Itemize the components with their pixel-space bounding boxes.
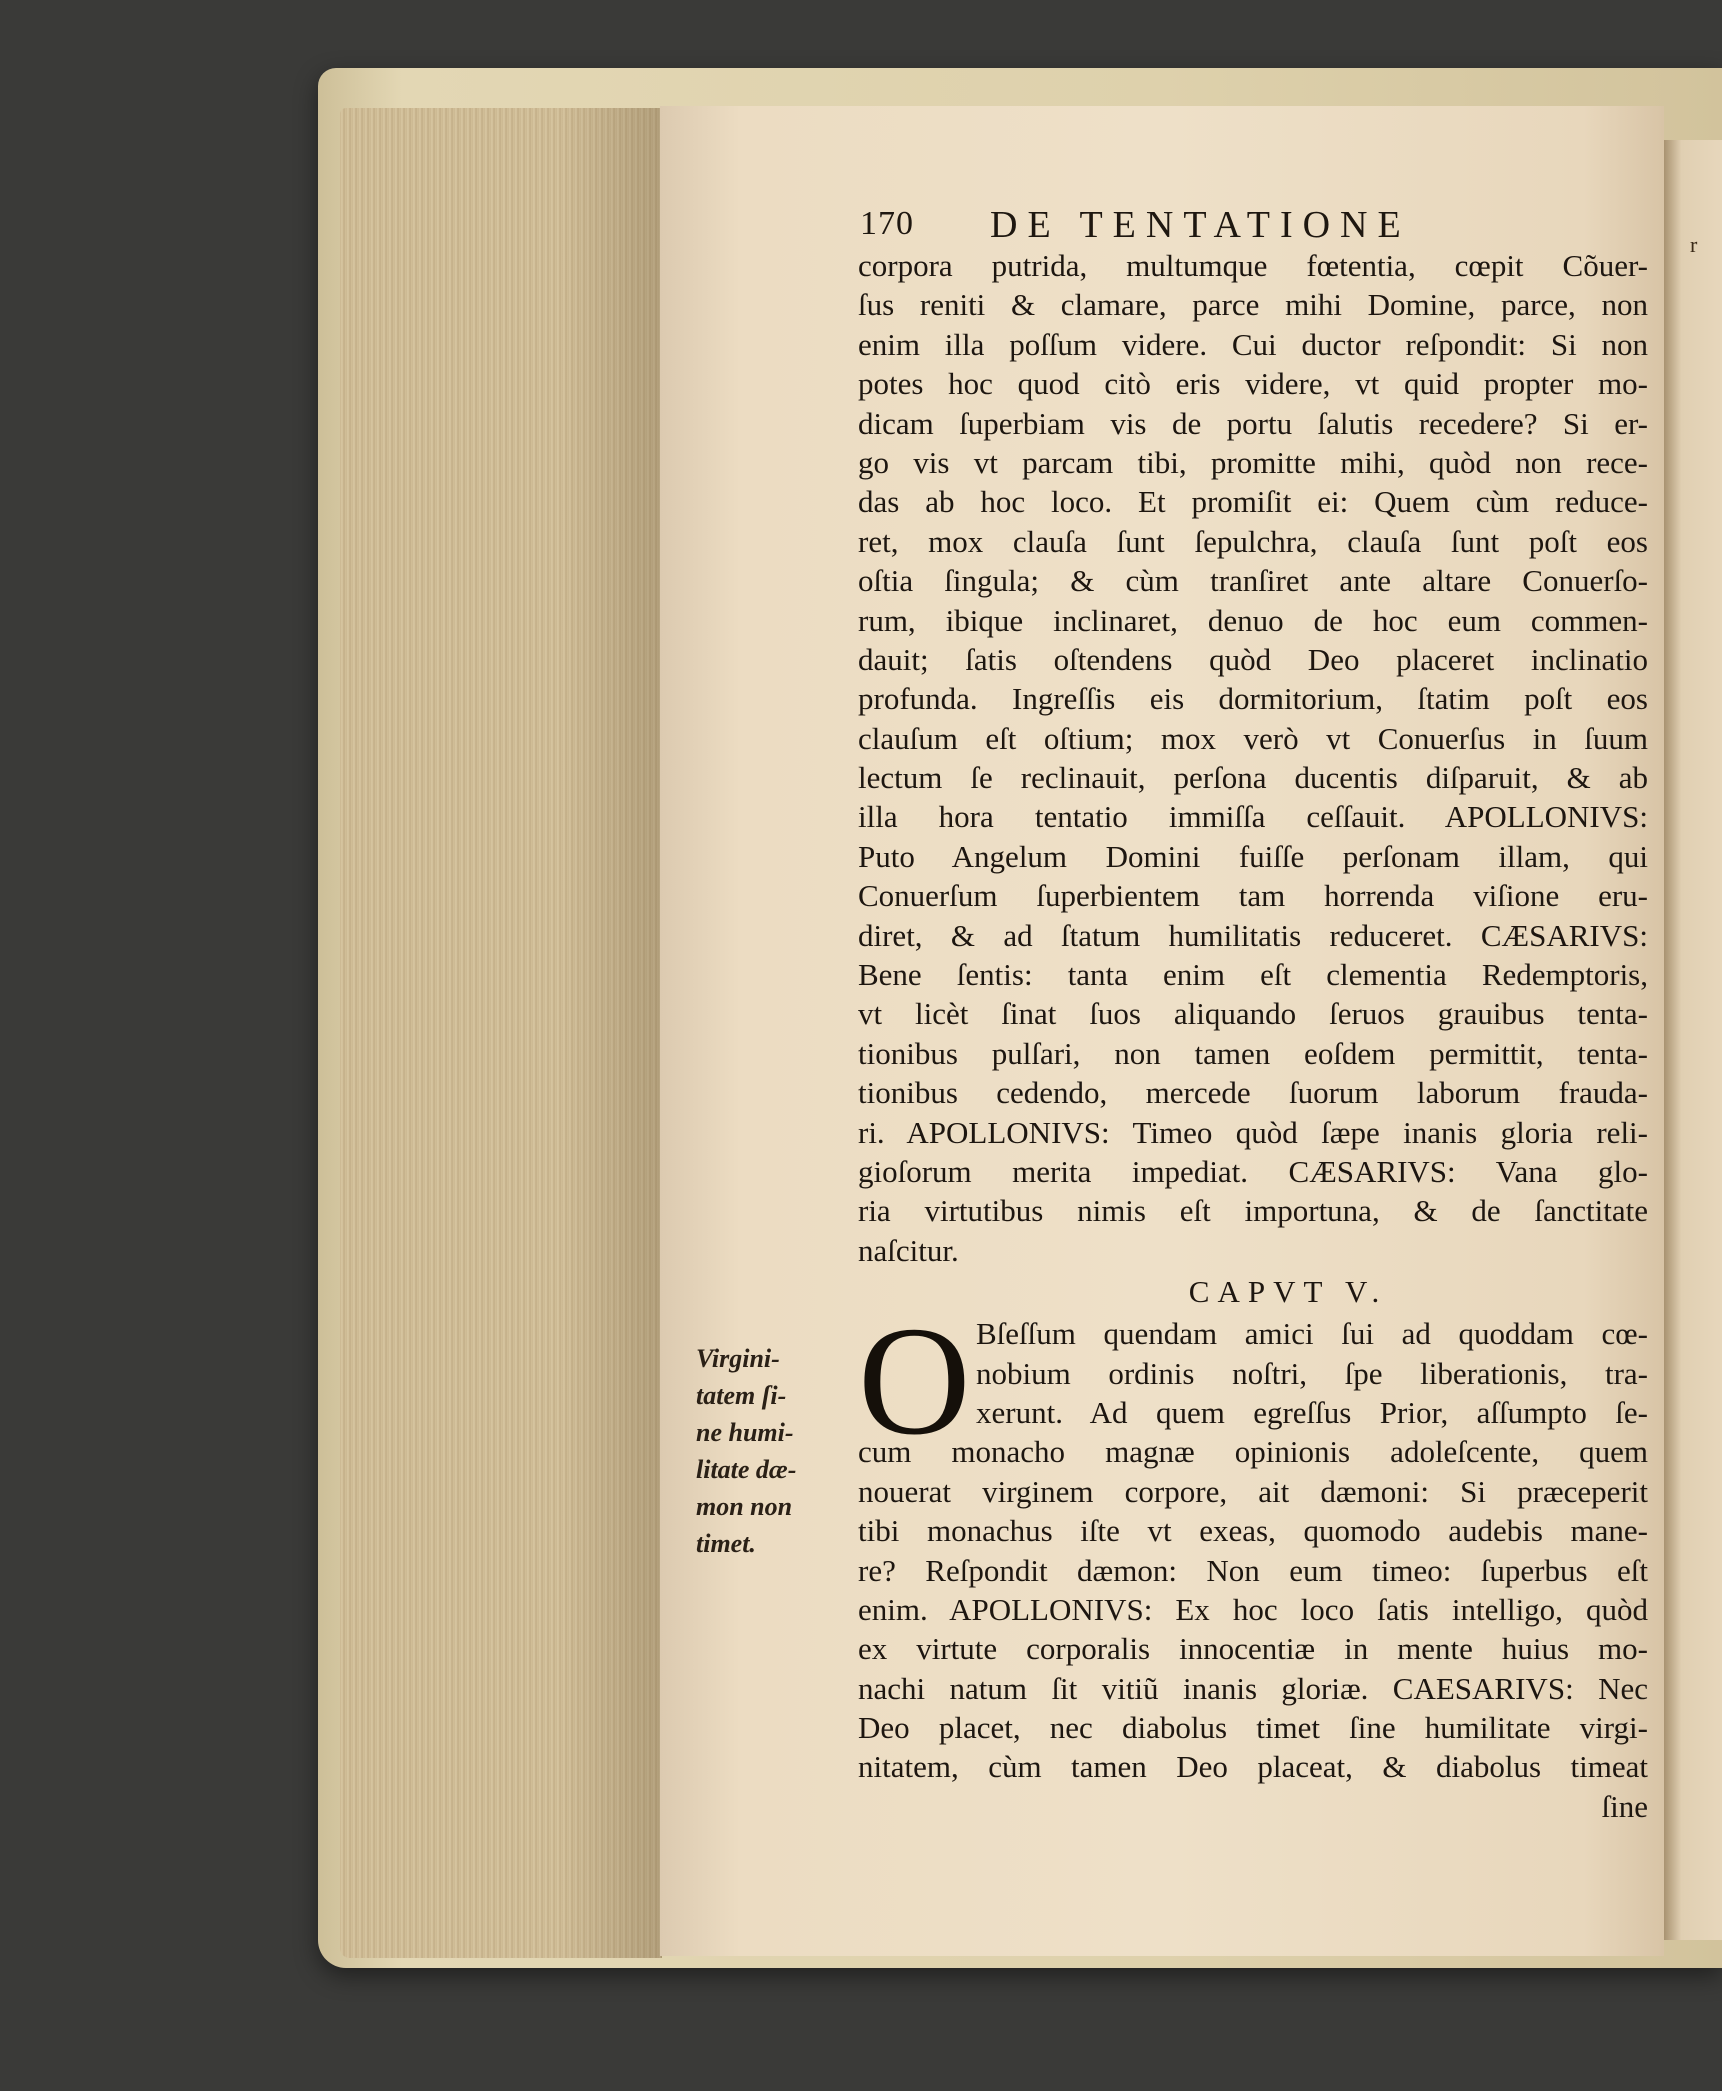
chapter-block <box>858 1294 1648 1826</box>
margin-note-line: Virgini- <box>696 1344 780 1373</box>
text-line: Bene ſentis: tanta enim eſt clementia Redemptoris, <box>858 957 1648 993</box>
text-line: ſine <box>1601 1788 1648 1824</box>
text-line: potes hoc quod citò eris videre, vt quid propter mo- <box>858 366 1648 402</box>
text-line: tionibus pulſari, non tamen eoſdem permittit, tenta- <box>858 1035 1648 1071</box>
text-line: diret, & ad ſtatum humilitatis reduceret. CÆSARIVS: <box>858 917 1648 953</box>
text-line: dauit; ſatis oſtendens quòd Deo placeret inclinatio <box>858 641 1648 677</box>
chapter-paragraph <box>858 1432 1648 1826</box>
running-title: DE TENTATIONE <box>990 204 1411 246</box>
drop-cap: O <box>858 1294 971 1468</box>
text-line: corpora putrida, multumque fœtentia, cœpit Cõuer- <box>858 248 1648 283</box>
text-line: cum monacho magnæ opinionis adoleſcente, quem <box>858 1434 1648 1470</box>
dropcap-lines <box>858 1314 1648 1432</box>
text-line: lectum ſe reclinauit, perſona ducentis diſparuit, & ab <box>858 760 1648 796</box>
text-line: nachi natum ſit vitiũ inanis gloriæ. CAESARIVS: Nec <box>858 1670 1648 1706</box>
margin-note-line: ne humi- <box>696 1418 794 1447</box>
text-line: Conuerſum ſuperbientem tam horrenda viſione eru- <box>858 878 1648 914</box>
text-line: das ab hoc loco. Et promiſit ei: Quem cùm reduce- <box>858 484 1648 520</box>
page-edges-shadow <box>560 108 662 1958</box>
margin-note-line: litate dæ- <box>696 1455 797 1484</box>
chapter-heading: CAPVT V. <box>1188 1274 1388 1310</box>
margin-note-line: mon non <box>696 1492 793 1521</box>
text-line: ret, mox clauſa ſunt ſepulchra, clauſa ſunt poſt eos <box>858 523 1648 559</box>
text-line: nobium ordinis noſtri, ſpe liberationis, tra- <box>976 1355 1648 1391</box>
text-line: re? Reſpondit dæmon: Non eum timeo: ſuperbus eſt <box>858 1552 1648 1588</box>
text-line: dicam ſuperbiam vis de portu ſalutis recedere? Si er- <box>858 405 1648 441</box>
text-line: tibi monachus iſte vt exeas, quomodo audebis mane- <box>858 1513 1648 1549</box>
text-line: naſcitur. <box>858 1232 959 1268</box>
text-line: oſtia ſingula; & cùm tranſiret ante altare Conuerſo- <box>858 563 1648 599</box>
body-paragraph <box>858 246 1648 1270</box>
text-line: enim illa poſſum videre. Cui ductor reſpondit: Si non <box>858 326 1648 362</box>
next-page-edge <box>1664 140 1722 1940</box>
text-line: illa hora tentatio immiſſa ceſſauit. APOLLONIVS: <box>858 799 1648 835</box>
text-line: nouerat virginem corpore, ait dæmoni: Si præceperit <box>858 1473 1648 1509</box>
text-line: tionibus cedendo, mercede ſuorum laborum frauda- <box>858 1075 1648 1111</box>
text-line: ex virtute corporalis innocentiæ in mente huius mo- <box>858 1631 1648 1667</box>
margin-note-line: timet. <box>696 1529 756 1558</box>
text-line: Puto Angelum Domini fuiſſe perſonam illam, qui <box>858 838 1648 874</box>
page-number: 170 <box>860 205 914 242</box>
text-line: rum, ibique inclinaret, denuo de hoc eum commen- <box>858 602 1648 638</box>
text-line: go vis vt parcam tibi, promitte mihi, quòd non rece- <box>858 444 1648 480</box>
text-line: Deo placet, nec diabolus timet ſine humilitate virgi- <box>858 1710 1648 1746</box>
text-line: vt licèt ſinat ſuos aliquando ſeruos grauibus tenta- <box>858 996 1648 1032</box>
margin-note <box>696 1340 836 1562</box>
text-line: nitatem, cùm tamen Deo placeat, & diabolus timeat <box>858 1749 1648 1785</box>
text-line: ſus reniti & clamare, parce mihi Domine, parce, non <box>858 287 1648 323</box>
text-line: ria virtutibus nimis eſt importuna, & de ſanctitate <box>858 1193 1648 1229</box>
text-line: Bſeſſum quendam amici ſui ad quoddam cœ- <box>976 1316 1648 1352</box>
text-line: clauſum eſt oſtium; mox verò vt Conuerſus in ſuum <box>858 720 1648 756</box>
text-line: xerunt. Ad quem egreſſus Prior, aſſumpto ſe- <box>976 1394 1648 1430</box>
next-page-mark: r <box>1690 232 1698 257</box>
text-line: ri. APOLLONIVS: Timeo quòd ſæpe inanis gloria reli- <box>858 1114 1648 1150</box>
text-line: gioſorum merita impediat. CÆSARIVS: Vana glo- <box>858 1153 1648 1189</box>
page-text <box>858 246 1648 1826</box>
margin-note-line: tatem ſi- <box>696 1381 787 1410</box>
text-line: profunda. Ingreſſis eis dormitorium, ſtatim poſt eos <box>858 681 1648 717</box>
text-line: enim. APOLLONIVS: Ex hoc loco ſatis intelligo, quòd <box>858 1591 1648 1627</box>
